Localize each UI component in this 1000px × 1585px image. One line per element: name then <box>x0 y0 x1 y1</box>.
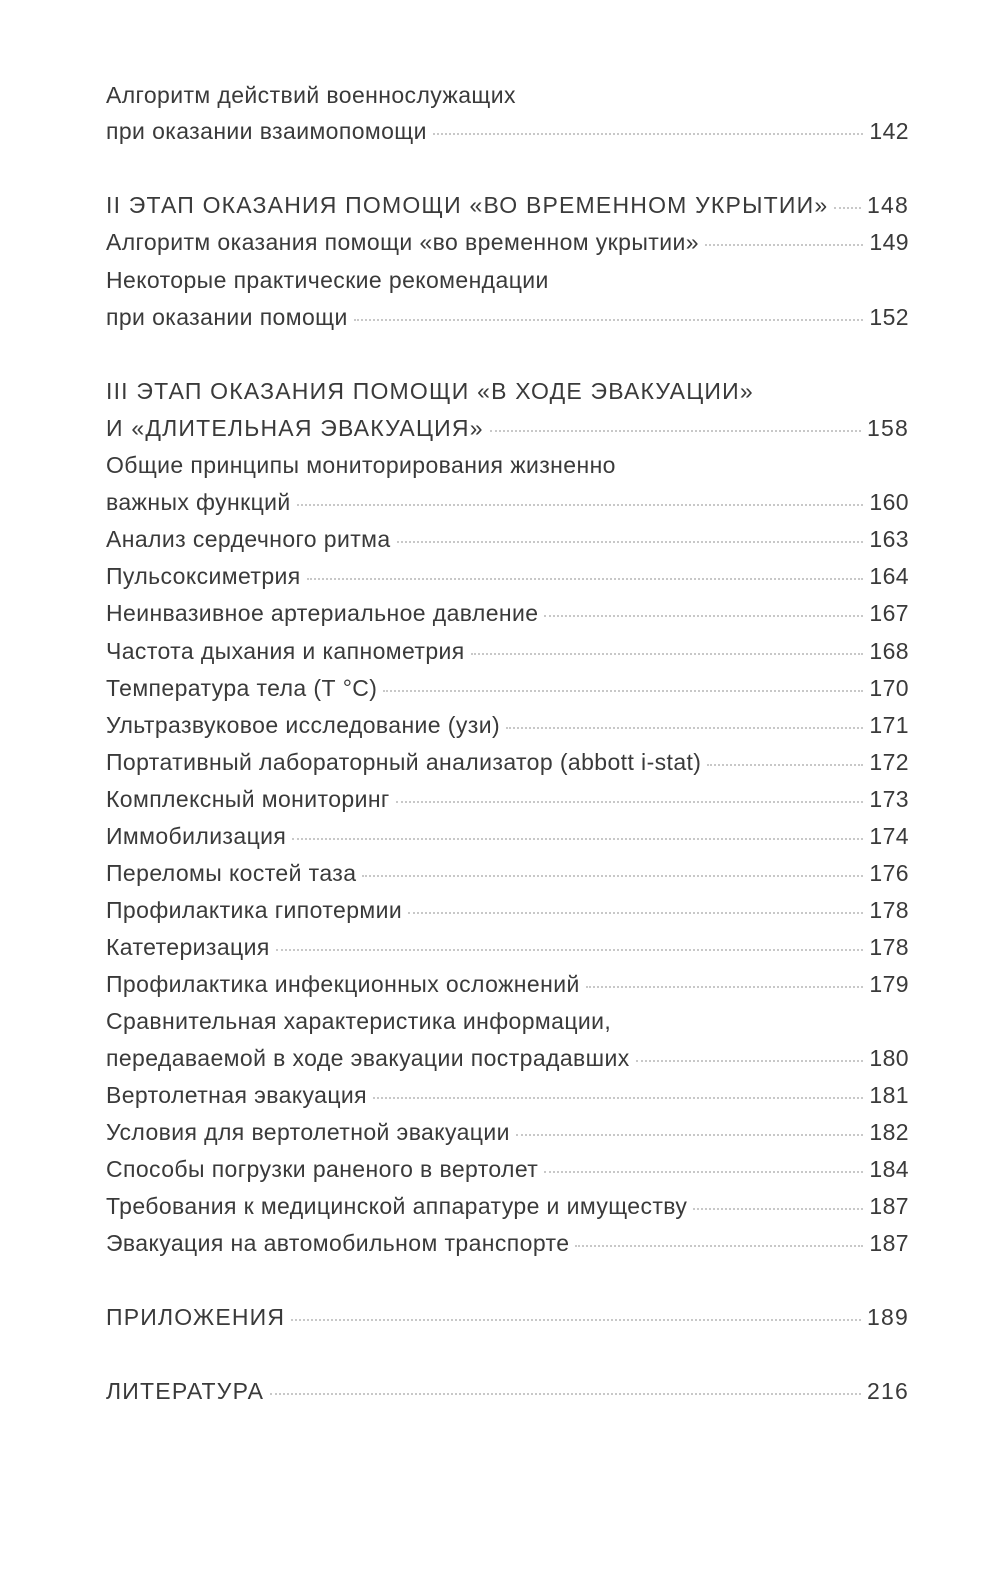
toc-entry-text: Частота дыхания и капнометрия <box>106 638 465 664</box>
dot-leader <box>408 912 863 914</box>
dot-leader <box>291 1319 861 1321</box>
toc-page-number: 187 <box>869 1230 909 1256</box>
dot-leader <box>396 801 864 803</box>
toc-entry-text: при оказании помощи <box>106 304 348 330</box>
toc-line <box>106 1082 909 1116</box>
toc-page-number: 176 <box>869 860 909 886</box>
toc-entry-text: Алгоритм действий военнослужащих <box>106 82 516 108</box>
toc-line <box>106 1230 909 1264</box>
toc-line <box>106 971 909 1005</box>
toc-line <box>106 823 909 857</box>
toc-line <box>106 118 909 152</box>
toc-entry-text: Требования к медицинской аппаратуре и имуществу <box>106 1193 688 1219</box>
toc-line <box>106 1008 909 1042</box>
dot-leader <box>276 949 864 951</box>
dot-leader <box>693 1208 863 1210</box>
toc-line <box>106 1119 909 1153</box>
toc-entry-text: Алгоритм оказания помощи «во временном укрытии» <box>106 229 699 255</box>
toc-section-line <box>106 1304 909 1338</box>
toc-entry-text: Условия для вертолетной эвакуации <box>106 1119 510 1145</box>
dot-leader <box>307 578 864 580</box>
toc-entry-text: при оказании взаимопомощи <box>106 118 427 144</box>
toc-line <box>106 1193 909 1227</box>
dot-leader <box>297 504 864 506</box>
dot-leader <box>471 653 864 655</box>
toc-line <box>106 304 909 338</box>
toc-entry-text: Пульсоксиметрия <box>106 563 301 589</box>
toc-section-title: III ЭТАП ОКАЗАНИЯ ПОМОЩИ «В ХОДЕ ЭВАКУАЦИИ» <box>106 378 754 404</box>
dot-leader <box>354 319 864 321</box>
toc-entry-text: Переломы костей таза <box>106 860 357 886</box>
toc-page-number: 142 <box>869 118 909 144</box>
toc-entry-text: Катетеризация <box>106 934 270 960</box>
toc-page-number: 164 <box>869 563 909 589</box>
toc-line <box>106 1045 909 1079</box>
toc-entry-text: Анализ сердечного ритма <box>106 526 391 552</box>
toc-page-number: 216 <box>867 1378 909 1404</box>
toc-line <box>106 489 909 523</box>
dot-leader <box>490 430 861 432</box>
dot-leader <box>506 727 863 729</box>
dot-leader <box>575 1245 863 1247</box>
toc-entry-text: Ультразвуковое исследование (узи) <box>106 712 501 738</box>
toc-entry-text: Профилактика гипотермии <box>106 897 403 923</box>
toc-entry-text: Сравнительная характеристика информации, <box>106 1008 612 1034</box>
toc-line <box>106 229 909 263</box>
toc-line <box>106 526 909 560</box>
toc-page-number: 160 <box>869 489 909 515</box>
toc-entry-text: Портативный лабораторный анализатор (abbott i-stat) <box>106 749 702 775</box>
toc-entry-text: Иммобилизация <box>106 823 287 849</box>
toc-page-number: 178 <box>869 897 909 923</box>
dot-leader <box>586 986 864 988</box>
toc-page-number: 181 <box>869 1082 909 1108</box>
toc-entry-text: передаваемой в ходе эвакуации пострадавших <box>106 1045 630 1071</box>
toc-page-number: 163 <box>869 526 909 552</box>
toc-line <box>106 786 909 820</box>
toc-entry-text: Эвакуация на автомобильном транспорте <box>106 1230 570 1256</box>
toc-entry-text: Неинвазивное артериальное давление <box>106 600 539 626</box>
toc-entry-text: Вертолетная эвакуация <box>106 1082 368 1108</box>
toc-page-number: 180 <box>869 1045 909 1071</box>
toc-section-title: ПРИЛОЖЕНИЯ <box>106 1304 286 1330</box>
toc-page-number: 172 <box>869 749 909 775</box>
toc-page-number: 149 <box>869 229 909 255</box>
dot-leader <box>707 764 863 766</box>
toc-section-title: ЛИТЕРАТУРА <box>106 1378 265 1404</box>
toc-page-number: 148 <box>867 192 909 218</box>
toc-line <box>106 934 909 968</box>
toc-section-line <box>106 192 909 226</box>
toc-line <box>106 82 909 116</box>
dot-leader <box>516 1134 864 1136</box>
dot-leader <box>433 133 864 135</box>
toc-section-line <box>106 415 909 449</box>
toc-section-title: II ЭТАП ОКАЗАНИЯ ПОМОЩИ «ВО ВРЕМЕННОМ УКРЫТИИ» <box>106 192 829 218</box>
dot-leader <box>636 1060 864 1062</box>
toc-page-number: 171 <box>869 712 909 738</box>
dot-leader <box>705 244 864 246</box>
toc-page-number: 152 <box>869 304 909 330</box>
toc-page-number: 179 <box>869 971 909 997</box>
toc-entry-text: Общие принципы мониторирования жизненно <box>106 452 616 478</box>
toc-page-number: 174 <box>869 823 909 849</box>
toc-page-number: 178 <box>869 934 909 960</box>
dot-leader <box>362 875 863 877</box>
toc-line <box>106 897 909 931</box>
toc-section-line <box>106 1378 909 1412</box>
toc-page-number: 184 <box>869 1156 909 1182</box>
toc-line <box>106 1156 909 1190</box>
toc-section-title: И «ДЛИТЕЛЬНАЯ ЭВАКУАЦИЯ» <box>106 415 484 441</box>
dot-leader <box>834 207 861 209</box>
toc-line <box>106 600 909 634</box>
toc-line <box>106 860 909 894</box>
toc-page-number: 189 <box>867 1304 909 1330</box>
dot-leader <box>383 690 863 692</box>
toc-section-line <box>106 378 909 412</box>
toc-page-number: 173 <box>869 786 909 812</box>
toc-line <box>106 749 909 783</box>
dot-leader <box>373 1097 863 1099</box>
dot-leader <box>397 541 864 543</box>
toc-page-number: 170 <box>869 675 909 701</box>
toc-page-number: 168 <box>869 638 909 664</box>
toc-line <box>106 563 909 597</box>
dot-leader <box>292 838 863 840</box>
toc-page-number: 167 <box>869 600 909 626</box>
dot-leader <box>544 1171 863 1173</box>
toc-entry-text: Способы погрузки раненого в вертолет <box>106 1156 539 1182</box>
toc-line <box>106 452 909 486</box>
toc-page-number: 182 <box>869 1119 909 1145</box>
toc-line <box>106 675 909 709</box>
toc-entry-text: важных функций <box>106 489 291 515</box>
toc-line <box>106 267 909 301</box>
toc-page-number: 158 <box>867 415 909 441</box>
toc-entry-text: Комплексный мониторинг <box>106 786 390 812</box>
toc-entry-text: Некоторые практические рекомендации <box>106 267 549 293</box>
toc-page-number: 187 <box>869 1193 909 1219</box>
toc-entry-text: Температура тела (Т °С) <box>106 675 378 701</box>
toc-line <box>106 638 909 672</box>
toc-line <box>106 712 909 746</box>
toc-entry-text: Профилактика инфекционных осложнений <box>106 971 580 997</box>
dot-leader <box>544 615 863 617</box>
dot-leader <box>270 1393 861 1395</box>
